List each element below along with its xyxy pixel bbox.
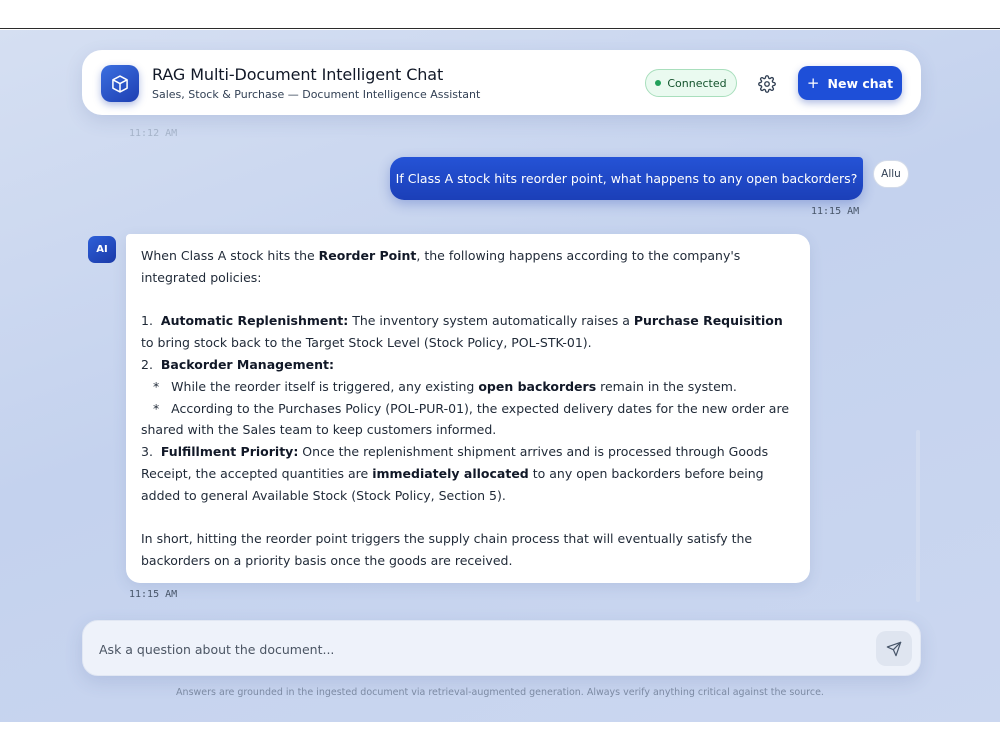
- chat-app: [0, 30, 1000, 722]
- app-header: [82, 50, 921, 115]
- ai-message-bubble: [126, 234, 810, 583]
- gear-icon: [758, 75, 776, 93]
- answer-item-1: 1. Automatic Replenishment: The inventory system automatically raises a Purchase Requisition to bring stock back to the Target Stock Level (Stock Policy, POL-STK-01).: [141, 313, 783, 351]
- app-title: RAG Multi-Document Intelligent Chat: [152, 65, 444, 84]
- cube-icon: [101, 65, 139, 102]
- answer-bullet-2-cont: shared with the Sales team to keep customers informed.: [141, 422, 497, 438]
- answer-intro: When Class A stock hits the Reorder Point, the following happens according to the company's integrated policies:: [141, 248, 741, 285]
- status-label: Connected: [667, 76, 727, 90]
- user-avatar: Allu: [873, 160, 909, 188]
- user-message-bubble: If Class A stock hits reorder point, what happens to any open backorders?: [390, 157, 863, 200]
- answer-item-2: 2. Backorder Management:: [141, 356, 334, 372]
- answer-item-3: 3. Fulfillment Priority: Once the replenishment shipment arrives and is processed through Goods Receipt, the accepted quantities are immediately allocated to any open backorders before being added to general Available Stock (Stock Policy, Section 5).: [141, 444, 769, 503]
- status-dot-icon: [655, 80, 661, 86]
- disclaimer-text: Answers are grounded in the ingested document via retrieval-augmented generation. Always verify anything critical against the source.: [176, 687, 824, 698]
- ai-avatar: AI: [88, 236, 116, 263]
- page-bottom-strip: [0, 722, 1000, 750]
- ai-message-timestamp: 11:15 AM: [129, 589, 178, 600]
- new-chat-label: New chat: [827, 75, 894, 91]
- browser-top-strip: [0, 0, 1000, 29]
- previous-message-timestamp: 11:12 AM: [129, 128, 178, 139]
- plus-icon: +: [806, 73, 820, 92]
- new-chat-button[interactable]: [798, 66, 902, 100]
- send-icon: [886, 641, 902, 657]
- send-button[interactable]: [876, 631, 912, 666]
- answer-summary: In short, hitting the reorder point triggers the supply chain process that will eventually satisfy the backorders on a priority basis once the goods are received.: [141, 531, 753, 569]
- question-input[interactable]: [99, 635, 859, 663]
- settings-button[interactable]: [755, 72, 779, 96]
- message-composer: [82, 620, 921, 676]
- answer-bullet-2: * According to the Purchases Policy (POL-PUR-01), the expected delivery dates for the new order are: [153, 400, 790, 416]
- chat-scrollbar[interactable]: [916, 430, 920, 602]
- connection-status-badge: [645, 69, 737, 97]
- answer-bullet-1: * While the reorder itself is triggered, any existing open backorders remain in the system.: [153, 378, 737, 394]
- user-message-timestamp: 11:15 AM: [811, 206, 860, 217]
- app-subtitle: Sales, Stock & Purchase — Document Intelligence Assistant: [152, 88, 481, 101]
